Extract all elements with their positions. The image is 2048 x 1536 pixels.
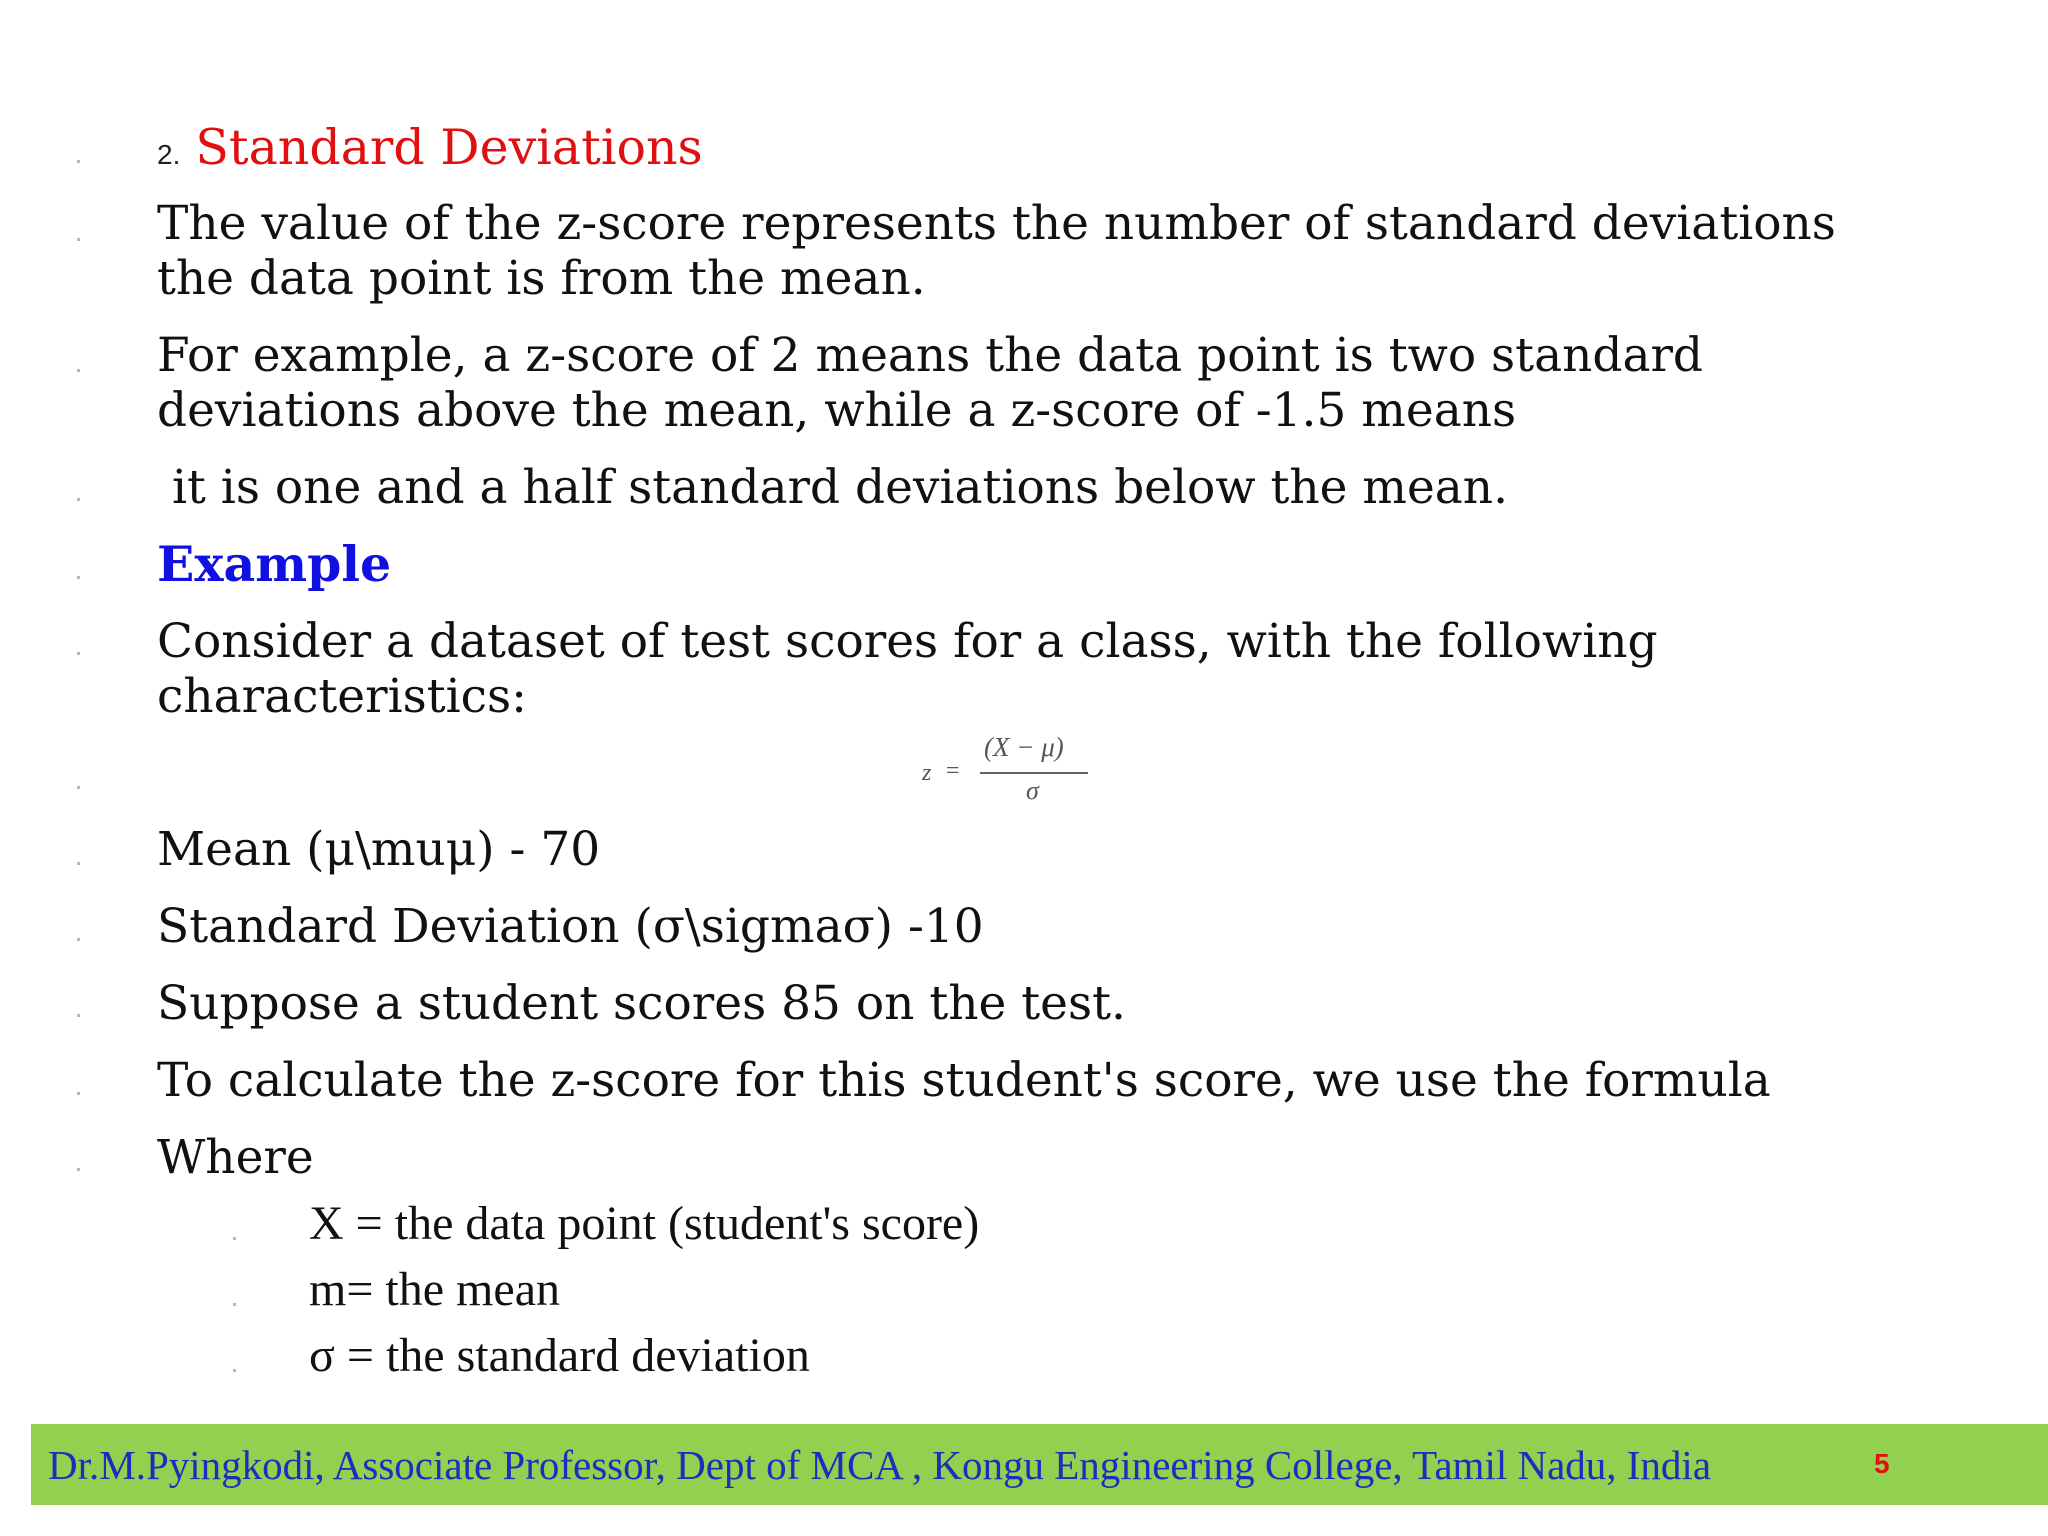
bullet-marker	[77, 1014, 80, 1017]
bullet-marker	[77, 938, 80, 941]
where-line: Where	[157, 1130, 314, 1185]
formula-lhs: z	[922, 760, 932, 786]
sub-bullet-marker	[233, 1237, 236, 1240]
calc-line: To calculate the z-score for this student's score, we use the formula	[157, 1053, 1771, 1108]
formula-numerator: (X − μ)	[984, 732, 1064, 762]
bullet-marker	[77, 238, 80, 241]
suppose-line: Suppose a student scores 85 on the test.	[157, 976, 1126, 1031]
heading-number: 2.	[157, 139, 181, 170]
paragraph-line: the data point is from the mean.	[157, 251, 926, 306]
bullet-marker	[77, 1092, 80, 1095]
definition-x: X = the data point (student's score)	[309, 1197, 980, 1250]
definition-sigma: σ = the standard deviation	[309, 1329, 810, 1382]
bullet-marker	[77, 652, 80, 655]
bullet-marker	[77, 1168, 80, 1171]
paragraph-line: characteristics:	[157, 669, 527, 724]
z-score-formula	[918, 732, 1098, 812]
section-heading	[157, 120, 703, 182]
paragraph-line: Consider a dataset of test scores for a class, with the following	[157, 614, 1658, 669]
mean-line: Mean (μ\muμ) - 70	[157, 822, 601, 877]
definition-m: m= the mean	[309, 1263, 560, 1316]
sub-bullet-marker	[233, 1303, 236, 1306]
paragraph-line: For example, a z-score of 2 means the data point is two standard	[157, 328, 1704, 383]
bullet-marker	[77, 498, 80, 501]
paragraph-line: deviations above the mean, while a z-score of -1.5 means	[157, 383, 1517, 438]
heading-title: Standard Deviations	[195, 119, 703, 176]
footer-bar	[31, 1424, 2048, 1505]
formula-denominator: σ	[1026, 776, 1039, 805]
bullet-marker	[77, 369, 80, 372]
bullet-marker	[77, 786, 80, 789]
page-number: 5	[1874, 1448, 1890, 1479]
bullet-marker	[77, 576, 80, 579]
sub-bullet-marker	[233, 1369, 236, 1372]
bullet-marker	[77, 862, 80, 865]
footer-text: Dr.M.Pyingkodi, Associate Professor, Dept of MCA , Kongu Engineering College, Tamil Nadu, India	[48, 1442, 1712, 1488]
bullet-marker	[77, 160, 80, 163]
example-heading: Example	[157, 535, 392, 593]
paragraph-line: The value of the z-score represents the number of standard deviations	[157, 196, 1836, 251]
fraction-bar	[980, 772, 1088, 774]
paragraph-line: it is one and a half standard deviations below the mean.	[157, 460, 1509, 515]
sd-line: Standard Deviation (σ\sigmaσ) -10	[157, 899, 984, 954]
formula-equals: =	[946, 758, 960, 784]
